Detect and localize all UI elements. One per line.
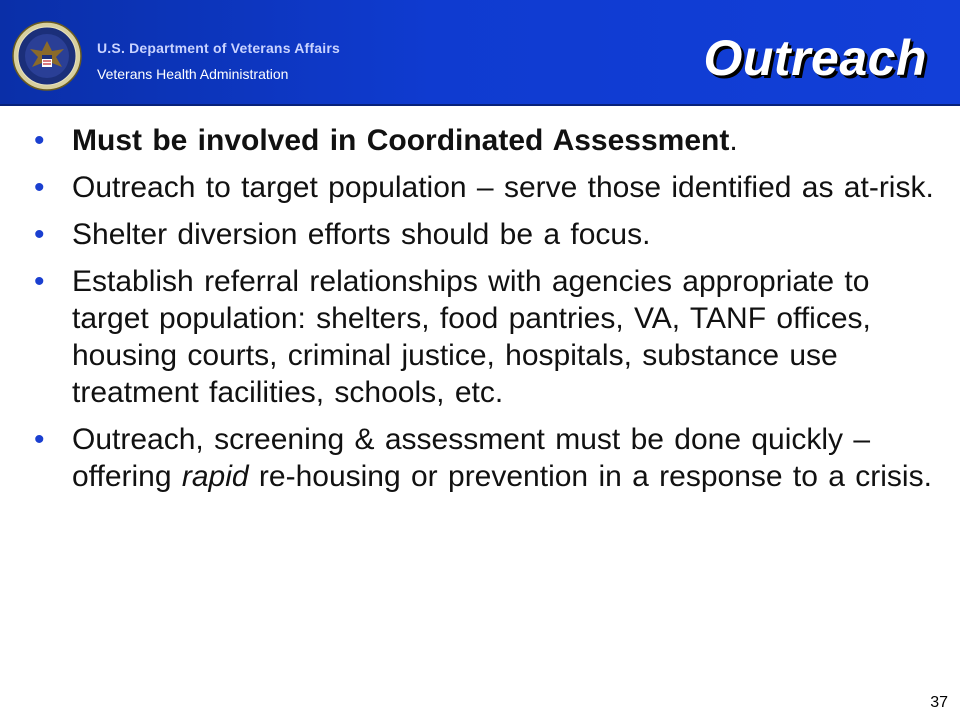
bullet-text: Establish referral relationships with agencies appropriate to target population: shelters, food pantries, VA, TANF offices, housing courts, criminal justice, hospitals, substance use treatment facilities, schools, etc. (72, 265, 871, 409)
page-number: 37 (930, 694, 948, 711)
bullet-item (30, 169, 942, 206)
va-seal-icon (12, 21, 82, 91)
header-bar (0, 0, 960, 106)
bullet-dot-icon: • (34, 171, 45, 204)
org-name: U.S. Department of Veterans Affairs (97, 40, 340, 56)
bullet-dot-icon: • (34, 265, 45, 298)
bullet-dot-icon: • (34, 218, 45, 251)
bullet-list (30, 122, 942, 505)
org-subname: Veterans Health Administration (97, 66, 289, 82)
slide-title: Outreach (703, 30, 927, 86)
bullet-text-after: re-housing or prevention in a response to a crisis. (248, 460, 932, 493)
bullet-item (30, 122, 942, 159)
bullet-text-italic: rapid (181, 460, 249, 493)
bullet-text-bold: Must be involved in Coordinated Assessment (72, 124, 730, 157)
bullet-text: Outreach to target population – serve those identified as at-risk. (72, 171, 934, 204)
bullet-dot-icon: • (34, 423, 45, 456)
bullet-text-before: Outreach, screening & assessment must be done quickly – offering (72, 423, 871, 493)
bullet-dot-icon: • (34, 124, 45, 157)
bullet-item (30, 216, 942, 253)
bullet-text: Shelter diversion efforts should be a focus. (72, 218, 651, 251)
bullet-item (30, 263, 942, 411)
bullet-text-after: . (729, 124, 738, 157)
bullet-item (30, 421, 942, 495)
